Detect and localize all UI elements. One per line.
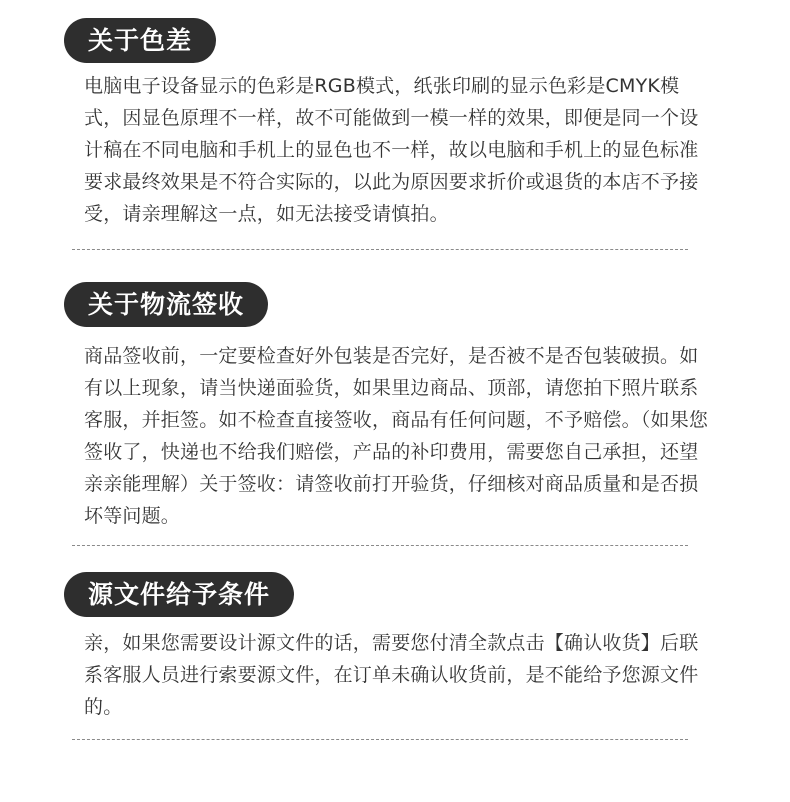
dashed-divider	[72, 739, 688, 740]
section-body-source-file-conditions: 亲，如果您需要设计源文件的话，需要您付清全款点击【确认收货】后联系客服人员进行索要源文件，在订单未确认收货前，是不能给予您源文件的。	[84, 632, 699, 718]
section-body-color-difference: 电脑电子设备显示的色彩是RGB模式，纸张印刷的显示色彩是CMYK模式，因显色原理不一样，故不可能做到一模一样的效果，即便是同一个设计稿在不同电脑和手机上的显色也不一样，故以电脑和手机上的显色标准要求最终效果是不符合实际的，以此为原因要求折价或退货的本店不予接受，请亲理解这一点，如无法接受请慎拍。	[84, 75, 699, 225]
section-title-source-file-conditions: 源文件给予条件	[64, 572, 294, 617]
dashed-divider	[72, 545, 688, 546]
dashed-divider	[72, 249, 688, 250]
section-body-logistics-receipt: 商品签收前，一定要检查好外包装是否完好，是否被不是否包装破损。如有以上现象，请当快递面验货，如果里边商品、顶部，请您拍下照片联系客服，并拒签。如不检查直接签收，商品有任何问题，不予赔偿。（如果您签收了，快递也不给我们赔偿，产品的补印费用，需要您自己承担，还望亲亲能理解）关于签收：请签收前打开验货，仔细核对商品质量和是否损坏等问题。	[84, 345, 709, 527]
section-title-logistics-receipt: 关于物流签收	[64, 282, 268, 327]
section-title-color-difference: 关于色差	[64, 18, 216, 63]
